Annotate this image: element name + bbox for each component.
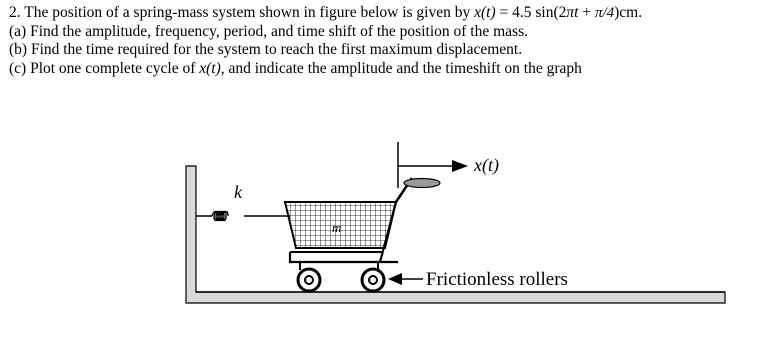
equation-phase: π/4 — [594, 5, 615, 21]
rollers-arrow — [388, 273, 423, 285]
equation-plus: + — [582, 4, 592, 21]
mass-label: m — [332, 220, 342, 235]
wheel-right — [362, 269, 384, 291]
wheel-left — [298, 269, 320, 291]
equation-units: )cm. — [614, 4, 643, 21]
equation-amplitude: = 4.5 sin(2 — [499, 4, 567, 21]
part-c-function: x(t) — [199, 59, 221, 77]
problem-intro-text: 2. The position of a spring-mass system shown in figure below is given by — [9, 4, 471, 21]
rollers-label: Frictionless rollers — [426, 269, 568, 290]
cart-handle — [404, 179, 440, 188]
part-a: (a) Find the amplitude, frequency, period, and time shift of the position of the mass. — [9, 22, 528, 40]
cart-mass — [285, 178, 440, 270]
part-c-suffix: , and indicate the amplitude and the timeshift on the graph — [220, 59, 582, 77]
equation-pi-t: πt — [566, 4, 579, 21]
position-function: x(t) — [474, 4, 496, 21]
spring — [196, 212, 290, 221]
part-b: (b) Find the time required for the system to reach the first maximum displacement. — [9, 41, 523, 58]
spring-constant-label: k — [234, 182, 242, 202]
part-c-text: (c) Plot one complete cycle of — [9, 59, 196, 77]
displacement-label: x(t) — [474, 155, 499, 175]
